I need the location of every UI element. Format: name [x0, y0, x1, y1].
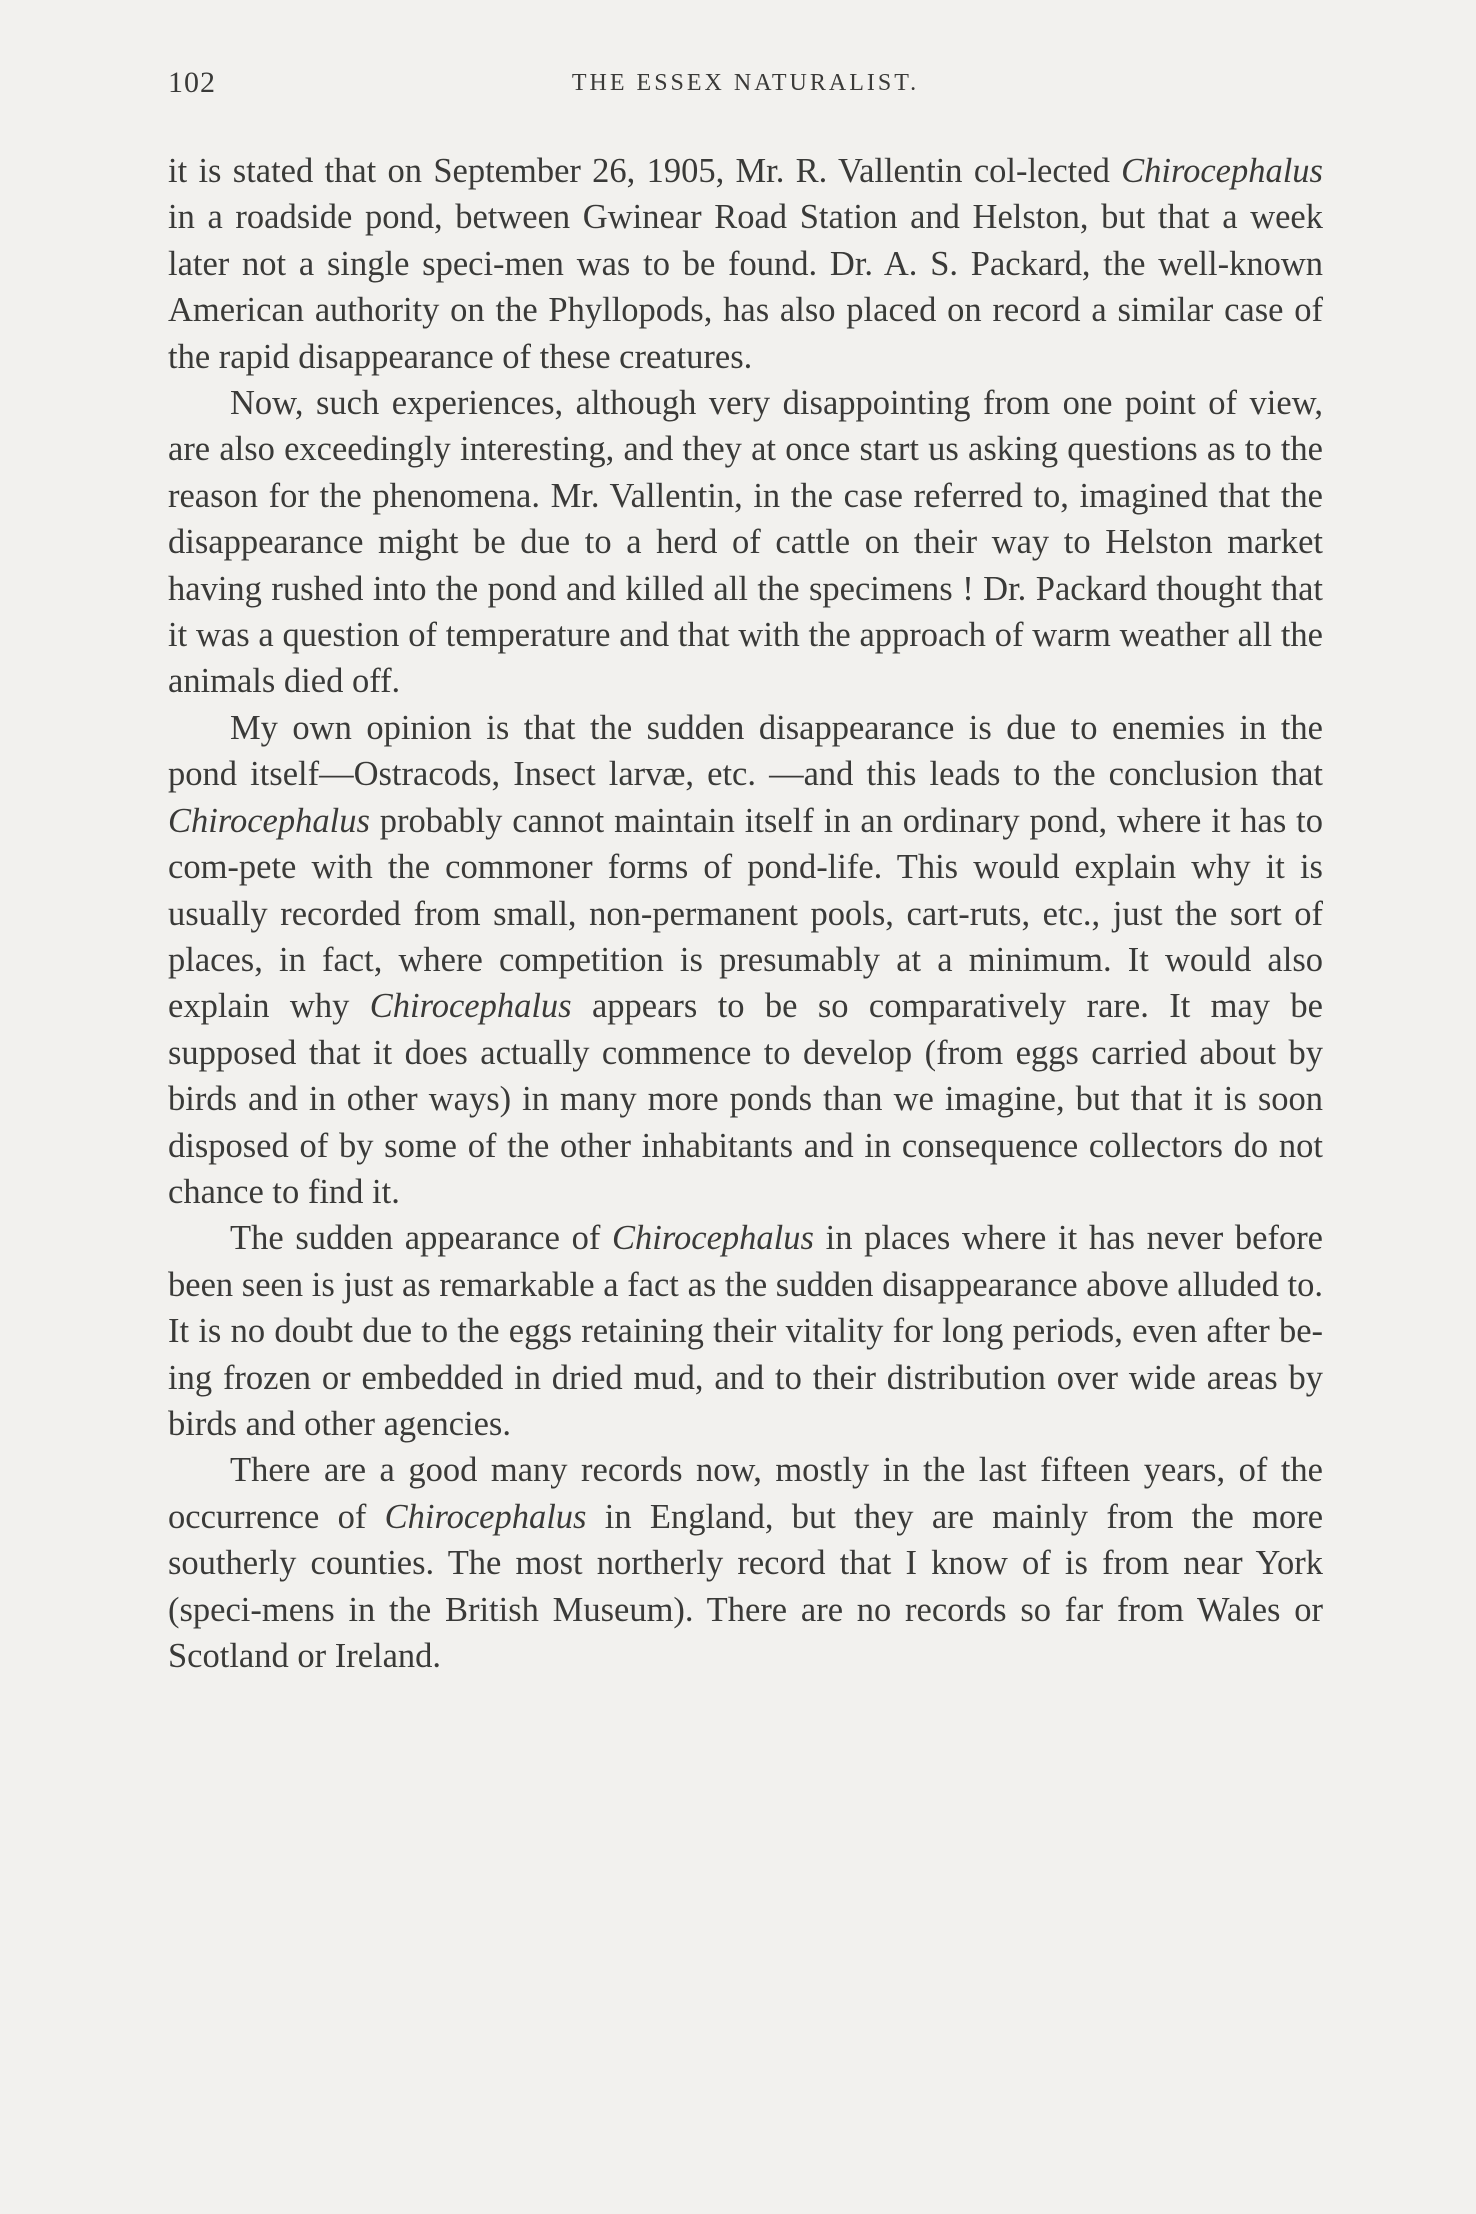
- text-run: The sudden appearance of: [230, 1219, 613, 1258]
- body-text: [168, 148, 1323, 1679]
- species-name-italic: Chirocephalus: [369, 987, 572, 1026]
- species-name-italic: Chirocephalus: [384, 1497, 587, 1536]
- paragraph-continued: [168, 148, 1323, 380]
- species-name-italic: Chirocephalus: [168, 801, 370, 840]
- page-number: 102: [168, 66, 216, 99]
- text-run: There are a good many records now, mostly in the last fifteen years, of the occurrence of: [168, 1451, 1323, 1536]
- text-run: in places where it has never before been seen is just as remarkable a fact as the sudden disappearance above alluded to. It is no doubt due to the eggs retaining their vitality for long periods, even after be-ing frozen or embedded in dried mud, and to their distribution over wide areas by birds and other agencies.: [168, 1219, 1323, 1443]
- journal-title: THE ESSEX NATURALIST.: [571, 70, 920, 96]
- paragraph: [168, 380, 1323, 705]
- text-run: My own opinion is that the sudden disappearance is due to enemies in the pond itself—Ostracods, Insect larvæ, etc. —and this leads to the conclusion that: [168, 708, 1323, 794]
- text-run: in a roadside pond, between Gwinear Road Station and Helston, but that a week later not a single speci-men was to be found. Dr. A. S. Packard, the well-known American authority on the Phyllopods, has also placed on record a similar case of the rapid disappearance of these creatures.: [168, 198, 1323, 376]
- species-name-italic: Chirocephalus: [612, 1219, 814, 1258]
- running-head: [168, 66, 1323, 106]
- text-run: probably cannot maintain itself in an ordinary pond, where it has to com-pete with the commoner forms of pond-life. This would explain why it is usually recorded from small, non-permanent pools, cart-ruts, etc., just the sort of places, in fact, where competition is presumably at a minimum. It would also explain why: [168, 801, 1323, 1026]
- text-run: it is stated that on September 26, 1905, Mr. R. Vallentin col-lected: [168, 152, 1122, 190]
- paragraph: [168, 1215, 1323, 1447]
- text-run: appears to be so comparatively rare. It may be supposed that it does actually commence to develop (from eggs carried about by birds and in other ways) in many more ponds than we imagine, but that it is soon disposed of by some of the other inhabitants and in consequence collectors do not chance to find it.: [168, 987, 1323, 1211]
- text-run: in England, but they are mainly from the more southerly counties. The most northerly record that I know of is from near York (speci-mens in the British Museum). There are no records so far from Wales or Scotland or Ireland.: [168, 1497, 1324, 1675]
- paragraph: [168, 705, 1323, 1215]
- text-run: Now, such experiences, although very disappointing from one point of view, are also exceedingly interesting, and they at once start us asking questions as to the reason for the phenomena. Mr. Vallentin, in the case referred to, imagined that the disappearance might be due to a herd of cattle on their way to Helston market having rushed into the pond and killed all the specimens ! Dr. Packard thought that it was a question of temperature and that with the approach of warm weather all the animals died off.: [168, 384, 1323, 701]
- paragraph: [168, 1447, 1323, 1679]
- species-name-italic: Chirocephalus: [1121, 152, 1323, 190]
